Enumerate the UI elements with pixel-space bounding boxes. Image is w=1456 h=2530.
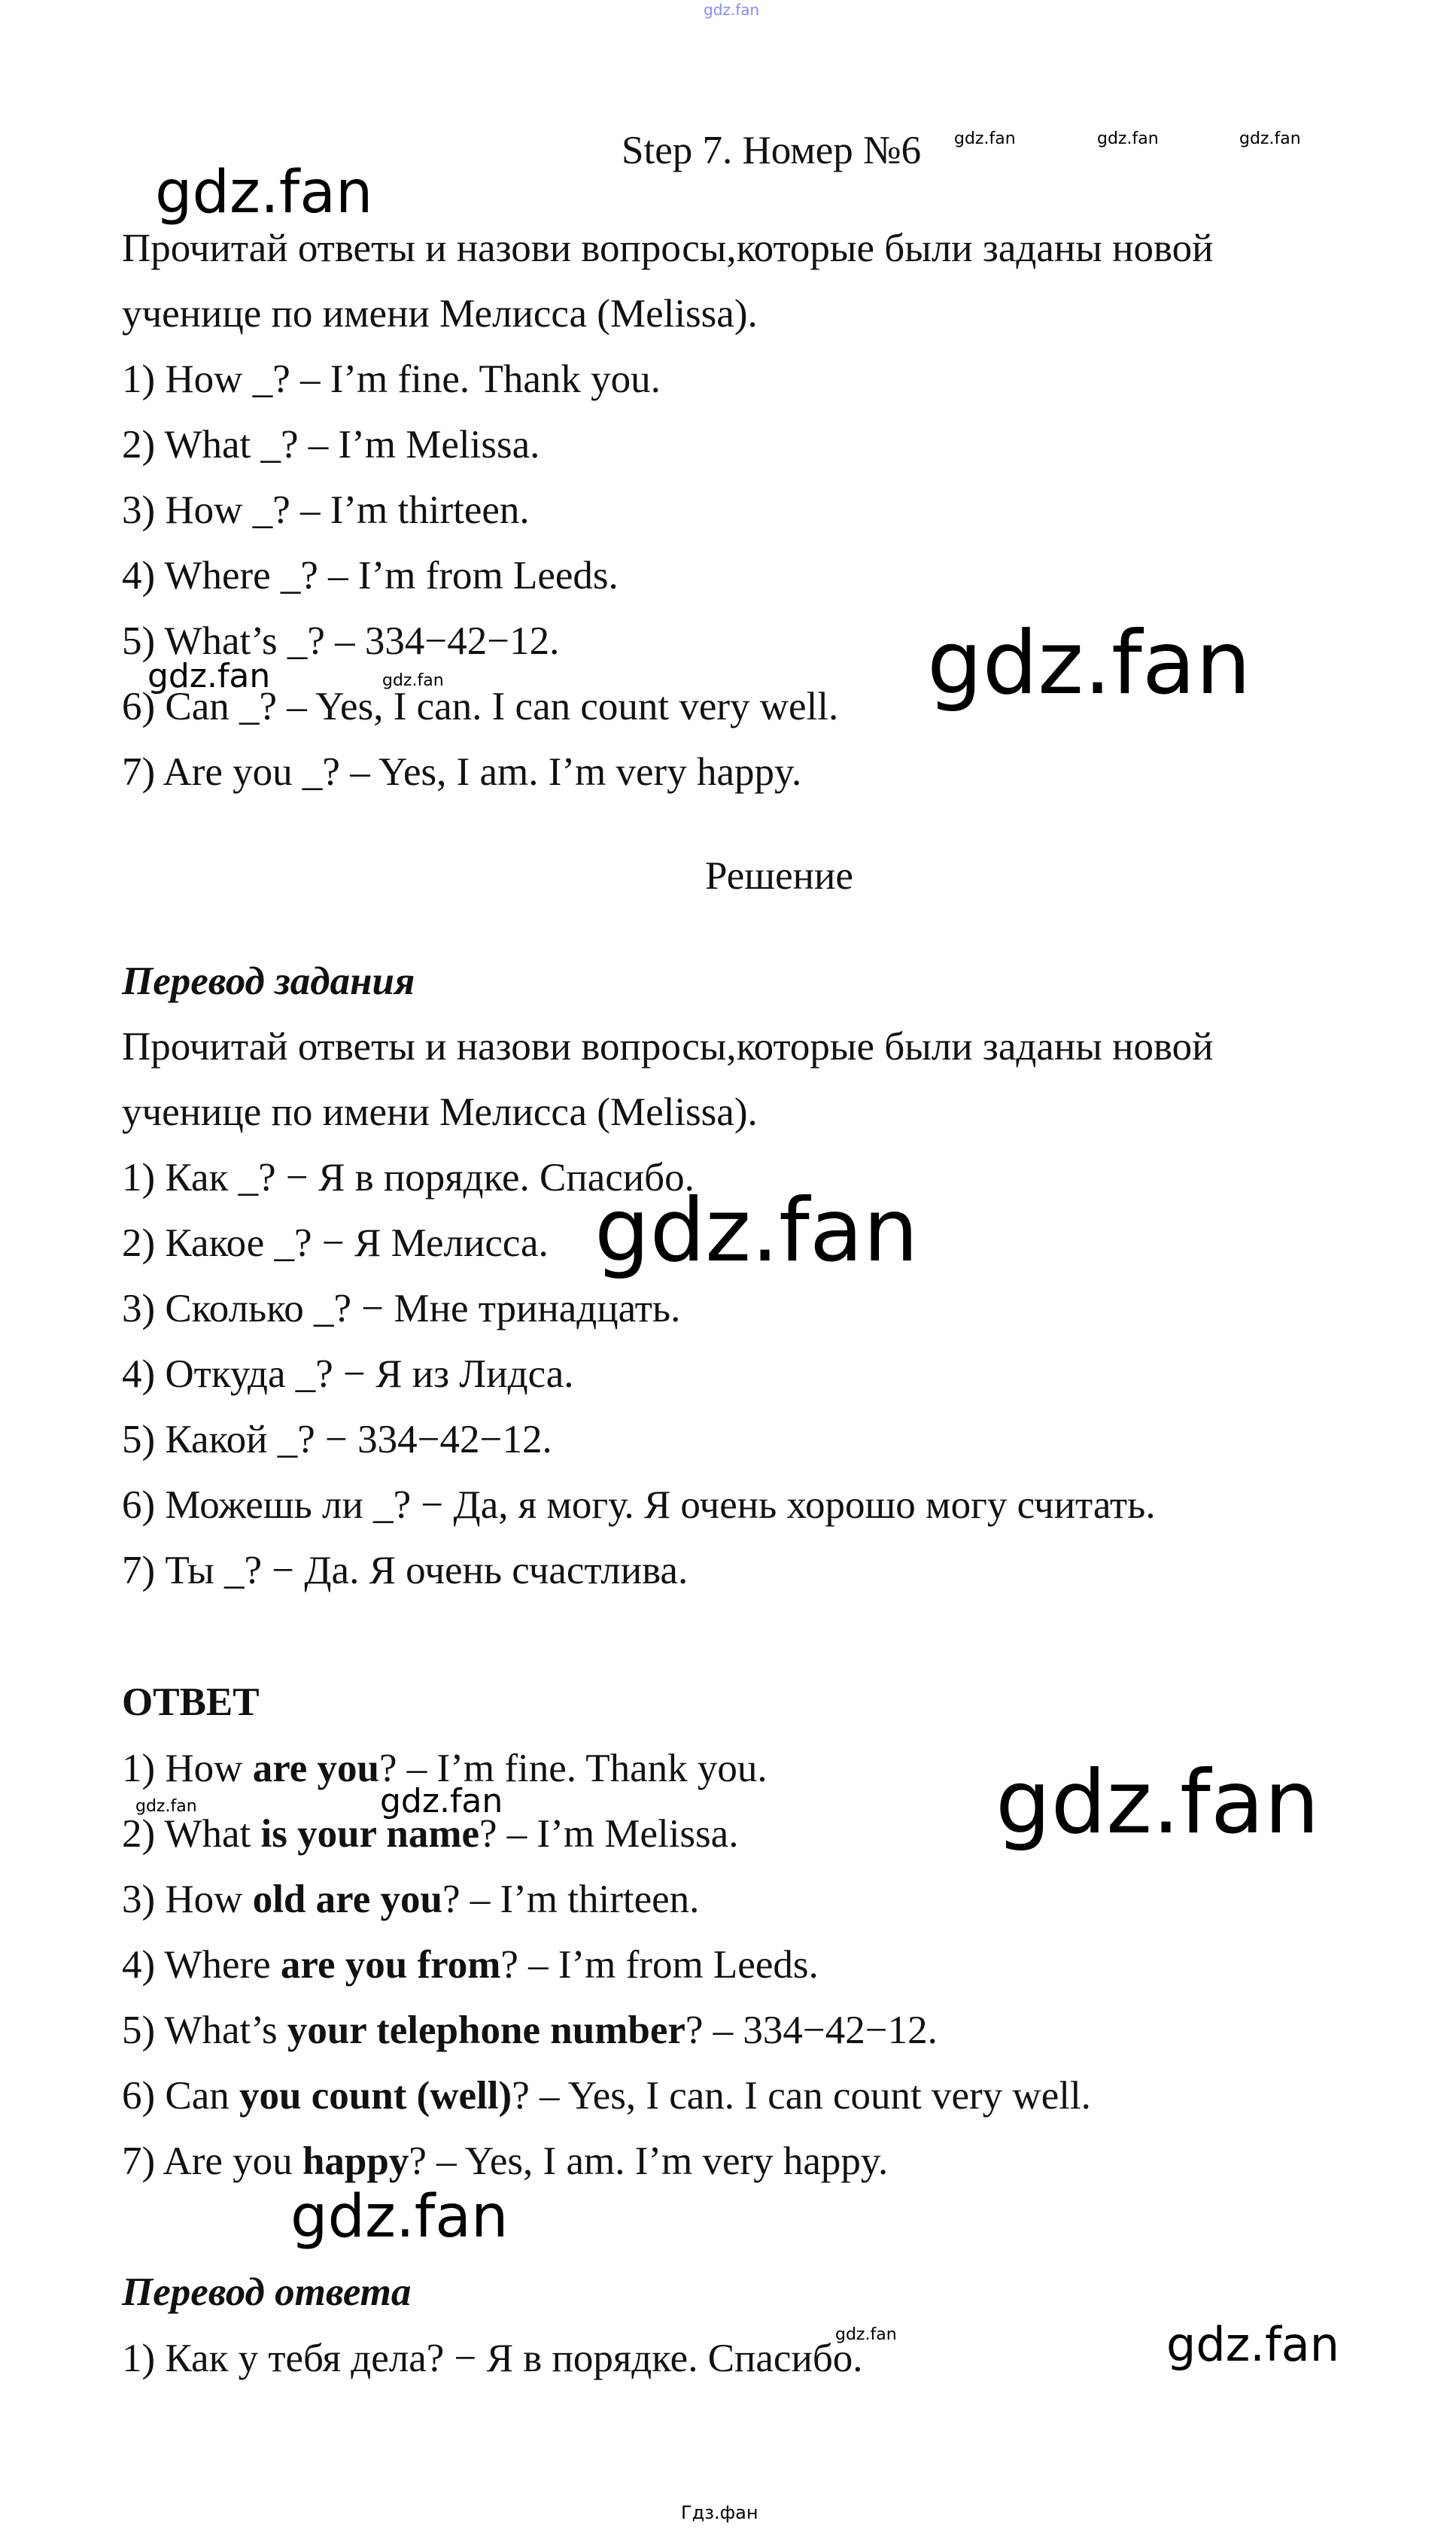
solution-item: 3) Сколько _? − Мне тринадцать. — [122, 1287, 681, 1330]
solution-item: 6) Можешь ли _? − Да, я могу. Я очень хорошо могу считать. — [122, 1483, 1156, 1527]
answer-item: 5) What’s your telephone number? – 334−42−12. — [122, 2008, 938, 2052]
task-instruction: ученице по имени Мелисса (Melissa). — [122, 292, 758, 336]
watermark-small: gdz.fan — [1097, 129, 1159, 148]
solution-item: 5) Какой _? − 334−42−12. — [122, 1418, 552, 1461]
footer-watermark: Гдз.фан — [681, 2502, 758, 2523]
watermark-small: gdz.fan — [380, 1782, 503, 1820]
answer-translation-item: 1) Как у тебя дела? − Я в порядке. Спасибо. — [122, 2337, 863, 2380]
watermark-small: gdz.fan — [382, 671, 444, 690]
solution-item: 2) Какое _? − Я Мелисса. — [122, 1221, 549, 1265]
answer-item: 1) How are you? – I’m fine. Thank you. — [122, 1747, 768, 1790]
answer-item: 7) Are you happy? – Yes, I am. I’m very happy. — [122, 2139, 889, 2183]
translation-heading: Перевод задания — [122, 959, 415, 1003]
task-item: 5) What’s _? – 334−42−12. — [122, 619, 560, 663]
watermark-large: gdz.fan — [594, 1180, 919, 1282]
answer-heading: ОТВЕТ — [122, 1680, 260, 1724]
page-title: Step 7. Номер №6 — [622, 129, 922, 172]
task-item: 6) Can _? – Yes, I can. I can count very well. — [122, 685, 839, 728]
solution-instruction: ученице по имени Мелисса (Melissa). — [122, 1090, 758, 1134]
watermark-small: gdz.fan — [835, 2325, 897, 2344]
answer-item: 2) What is your name? – I’m Melissa. — [122, 1812, 739, 1856]
watermark-large: gdz.fan — [995, 1752, 1320, 1853]
answer-translation-heading: Перевод ответа — [122, 2270, 412, 2314]
task-item: 4) Where _? – I’m from Leeds. — [122, 554, 619, 598]
watermark-large: gdz.fan — [927, 613, 1251, 714]
watermark-small: gdz.fan — [954, 129, 1016, 148]
solution-item: 4) Откуда _? − Я из Лидса. — [122, 1352, 574, 1396]
answer-item: 6) Can you count (well)? – Yes, I can. I can count very well. — [122, 2074, 1091, 2118]
solution-title: Решение — [705, 854, 853, 898]
watermark-small: gdz.fan — [147, 657, 271, 695]
watermark-large: gdz.fan — [290, 2183, 509, 2251]
watermark-medium: gdz.fan — [1166, 2317, 1340, 2372]
task-item: 7) Are you _? – Yes, I am. I’m very happy. — [122, 750, 802, 794]
solution-item: 1) Как _? − Я в порядке. Спасибо. — [122, 1156, 695, 1200]
task-item: 1) How _? – I’m fine. Thank you. — [122, 357, 661, 401]
watermark-large: gdz.fan — [155, 159, 373, 227]
answer-item: 3) How old are you? – I’m thirteen. — [122, 1878, 700, 1921]
watermark-small: gdz.fan — [1239, 129, 1301, 148]
solution-instruction: Прочитай ответы и назови вопросы,которые были заданы новой — [122, 1025, 1214, 1069]
watermark-small: gdz.fan — [135, 1797, 197, 1816]
task-item: 3) How _? – I’m thirteen. — [122, 488, 530, 532]
task-item: 2) What _? – I’m Melissa. — [122, 423, 540, 467]
watermark-top: gdz.fan — [704, 1, 760, 19]
solution-item: 7) Ты _? − Да. Я очень счастлива. — [122, 1549, 688, 1592]
task-instruction: Прочитай ответы и назови вопросы,которые были заданы новой — [122, 227, 1214, 270]
answer-item: 4) Where are you from? – I’m from Leeds. — [122, 1943, 819, 1987]
